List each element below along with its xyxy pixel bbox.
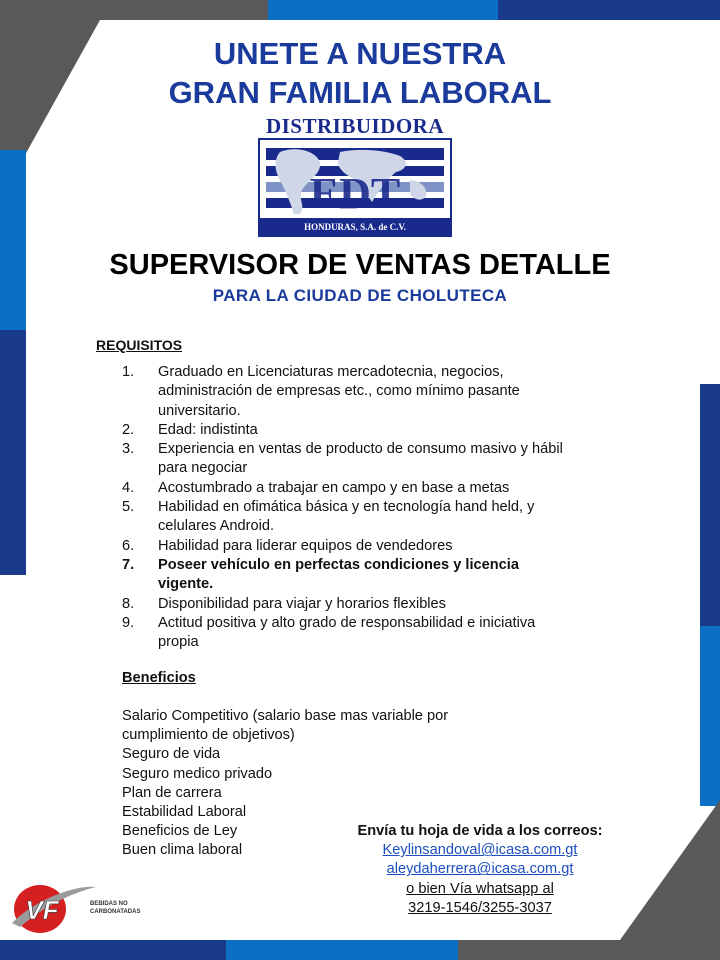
company-logo (255, 115, 455, 237)
benefit-item: Plan de carrera (122, 784, 222, 801)
list-item: 3. Experiencia en ventas de producto de consumo masivo y hábil para negociar (122, 441, 563, 477)
list-item: 8. Disponibilidad para viajar y horarios flexibles (122, 595, 446, 612)
bottom-gray-band (458, 940, 720, 960)
headline-line-2: GRAN FAMILIA LABORAL (168, 75, 552, 110)
job-location: PARA LA CIUDAD DE CHOLUTECA (212, 286, 508, 305)
contact-heading: Envía tu hoja de vida a los correos: (357, 823, 603, 839)
right-blue-band (700, 626, 720, 806)
right-navy-band (700, 384, 720, 629)
bottom-navy-band (0, 940, 228, 960)
list-item: 2. Edad: indistinta (122, 421, 258, 438)
brand-logo (8, 877, 168, 937)
contact-block (330, 822, 630, 918)
left-blue-band (0, 150, 26, 335)
whatsapp-phones: 3219-1546/3255-3037 (408, 899, 552, 916)
requirements-heading: REQUISITOS (96, 337, 183, 353)
benefit-item: Beneficios de Ley (122, 823, 238, 840)
benefit-item: Estabilidad Laboral (122, 804, 247, 821)
email-link-1[interactable]: Keylinsandoval@icasa.com.gt (382, 842, 578, 859)
job-title: SUPERVISOR DE VENTAS DETALLE (109, 249, 611, 281)
brand-tagline-2: CARBONATADAS (90, 909, 141, 915)
list-item-emphasized: 7. Poseer vehículo en perfectas condiciones y licencia vigente. (122, 556, 519, 593)
top-blue-band (268, 0, 500, 20)
list-item: 4. Acostumbrado a trabajar en campo y en base a metas (122, 479, 510, 496)
list-item: 9. Actitud positiva y alto grado de responsabilidad e iniciativa propia (122, 614, 536, 651)
world-map-monogram-icon (260, 140, 450, 235)
requirements-list (122, 363, 572, 652)
list-item: 1. Graduado en Licenciaturas mercadotecnia, negocios, administración de empresas etc., como mínimo pasante universitario. (122, 364, 520, 419)
company-logo-bottom-text: HONDURAS, S.A. de C.V. (304, 222, 406, 232)
headline-line-1: UNETE A NUESTRA (213, 36, 507, 71)
brand-monogram: VF (25, 895, 59, 925)
company-logo-top-text: DISTRIBUIDORA (265, 114, 445, 138)
company-monogram: EDT (309, 169, 401, 218)
email-link-2[interactable]: aleydaherrera@icasa.com.gt (386, 861, 574, 878)
brand-tagline-1: BEBIDAS NO (90, 901, 128, 907)
top-navy-band (498, 0, 720, 20)
left-navy-band (0, 330, 26, 575)
benefit-item: Seguro de vida (122, 746, 221, 763)
list-item: 6. Habilidad para liderar equipos de vendedores (122, 537, 453, 554)
benefit-item: Salario Competitivo (salario base mas variable por cumplimiento de objetivos) (122, 708, 449, 744)
benefit-item: Buen clima laboral (122, 842, 243, 859)
company-logo-emblem (258, 138, 452, 237)
list-item: 5. Habilidad en ofimática básica y en tecnología hand held, y celulares Android. (122, 499, 535, 535)
benefit-item: Seguro medico privado (122, 765, 273, 782)
benefits-heading: Beneficios (122, 670, 196, 686)
bottom-blue-band (226, 940, 460, 960)
whatsapp-label: o bien Vía whatsapp al (406, 880, 554, 897)
